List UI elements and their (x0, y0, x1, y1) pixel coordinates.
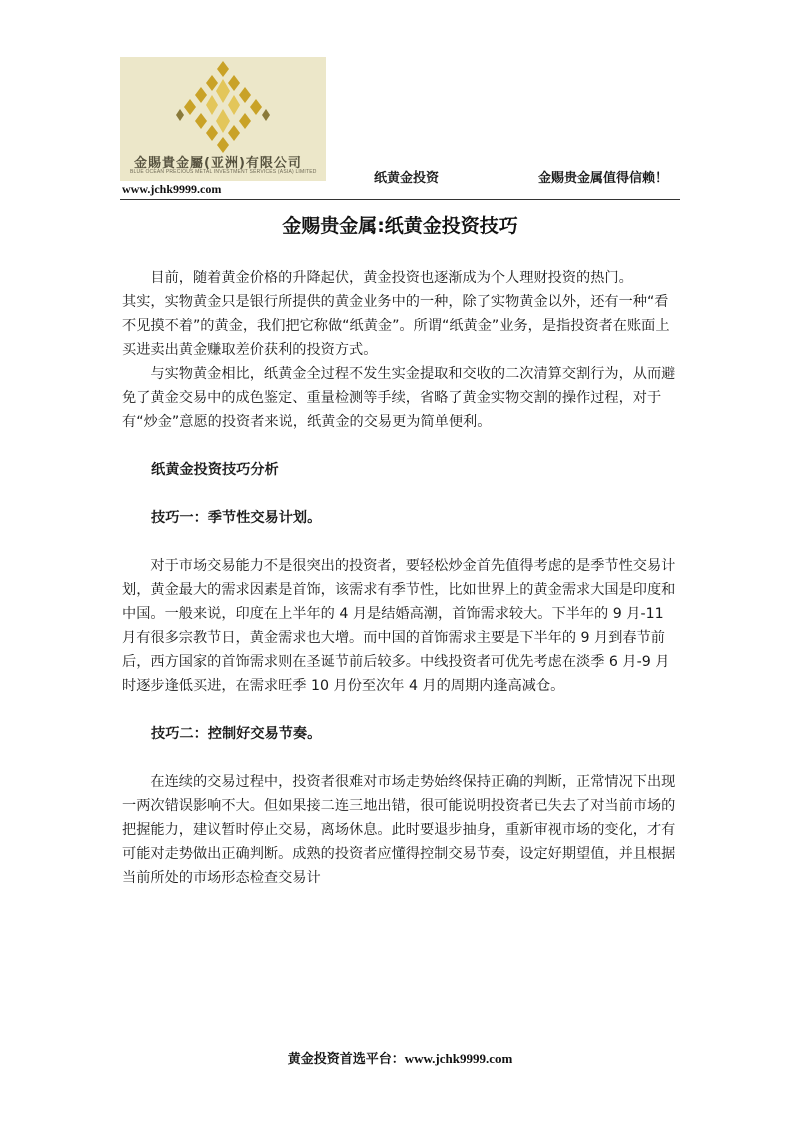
logo-company-name-en: BLUE OCEAN PRECIOUS METAL INVESTMENT SERVICES (ASIA) LIMITED (130, 169, 317, 175)
spacer (122, 530, 680, 554)
tip2-heading: 技巧二：控制好交易节奏。 (151, 726, 322, 742)
company-logo (120, 57, 326, 181)
logo-company-name-cn: 金賜貴金屬(亚洲)有限公司 (134, 156, 302, 171)
document-body (122, 266, 680, 890)
header-website[interactable]: www.jchk9999.com (122, 182, 222, 196)
header-divider (120, 199, 680, 200)
intro-paragraph-2: 其实，实物黄金只是银行所提供的黄金业务中的一种，除了实物黄金以外，还有一种“看不见摸不着”的黄金，我们把它称做“纸黄金”。所谓“纸黄金”业务，是指投资者在账面上买进卖出黄金赚取差价获利的投资方式。 (122, 294, 670, 358)
page-footer (0, 1048, 800, 1067)
header-center-text: 纸黄金投资 (374, 171, 440, 186)
tip2-body: 在连续的交易过程中，投资者很难对市场走势始终保持正确的判断，正常情况下出现一两次错误影响不大。但如果接二连三地出错，很可能说明投资者已失去了对当前市场的把握能力，建议暂时停止交易，离场休息。此时要退步抽身，重新审视市场的变化，才有可能对走势做出正确判断。成熟的投资者应懂得控制交易节奏，设定好期望值，并且根据当前所处的市场形态检查交易计 (122, 774, 676, 886)
spacer (122, 698, 680, 722)
document-title: 金赐贵金属:纸黄金投资技巧 (282, 215, 518, 237)
spacer (122, 746, 680, 770)
header-slogan: 金赐贵金属值得信赖！ (538, 171, 669, 186)
intro-paragraph-3: 与实物黄金相比，纸黄金全过程不发生实金提取和交收的二次清算交割行为，从而避免了黄金交易中的成色鉴定、重量检测等手续，省略了黄金实物交割的操作过程，对于有“炒金”意愿的投资者来说，纸黄金的交易更为简单便利。 (122, 366, 676, 430)
spacer (122, 482, 680, 506)
tip1-heading: 技巧一：季节性交易计划。 (151, 510, 322, 526)
tip1-body: 对于市场交易能力不是很突出的投资者，要轻松炒金首先值得考虑的是季节性交易计划，黄金最大的需求因素是首饰，该需求有季节性，比如世界上的黄金需求大国是印度和中国。一般来说，印度在上半年的 4 月是结婚高潮，首饰需求较大。下半年的 9 月-11 月有很多宗教节日，黄金需求也大增。而中国的首饰需求主要是下半年的 9 月到春节前后，西方国家的首饰需求则在圣诞节前后较多。中线投资者可优先考虑在淡季 6 月-9 月时逐步逢低买进，在需求旺季 10 月份至次年 4 月的周期内逢高减仓。 (122, 558, 676, 694)
footer-label: 黄金投资首选平台： (287, 1052, 405, 1067)
intro-paragraph-1: 目前，随着黄金价格的升降起伏，黄金投资也逐渐成为个人理财投资的热门。 (150, 270, 633, 286)
footer-url[interactable]: www.jchk9999.com (404, 1051, 513, 1066)
analysis-heading: 纸黄金投资技巧分析 (151, 462, 279, 478)
spacer (122, 434, 680, 458)
